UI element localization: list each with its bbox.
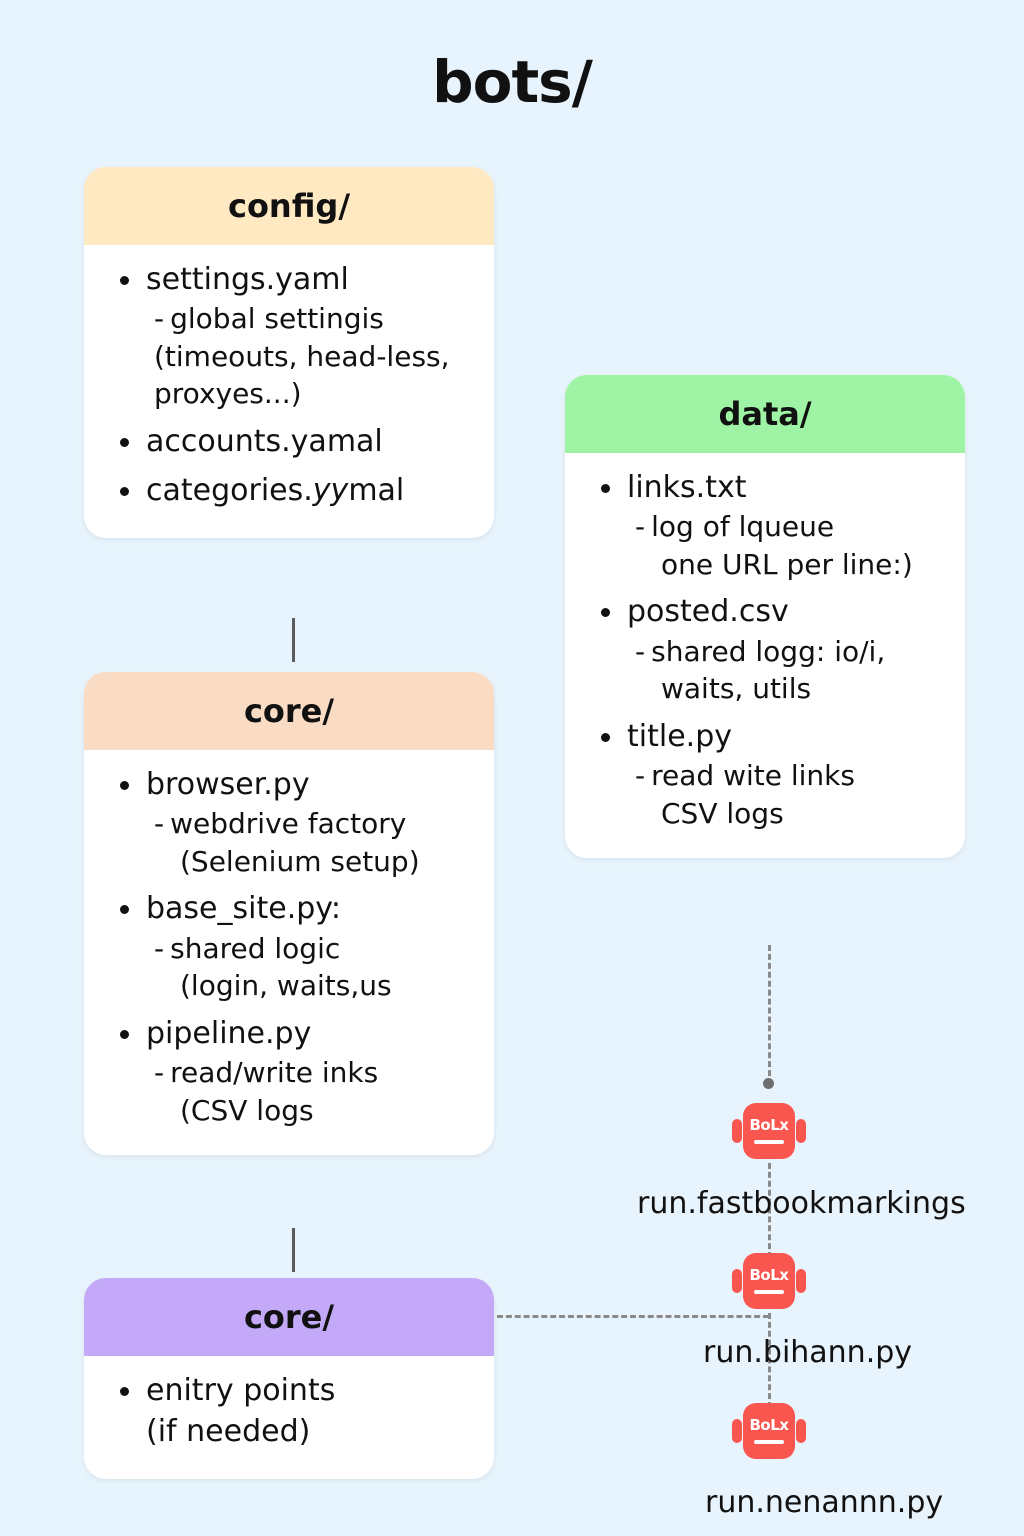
- bot-label: run.bihann.py: [703, 1335, 913, 1370]
- item-sub-text: webdrive factory: [170, 807, 407, 841]
- item-sub-cont: CSV logs: [661, 796, 784, 830]
- connector-data-bot1: [768, 945, 771, 1085]
- robot-badge: BoLx: [749, 1266, 789, 1284]
- item-sub-text: read/write inks: [170, 1056, 379, 1090]
- item-sub-dash: -: [154, 807, 165, 841]
- card-data-header: data/: [565, 375, 965, 453]
- card-config-header: config/: [84, 167, 494, 245]
- item-label: posted.csv: [627, 594, 789, 630]
- robot-ear-left: [732, 1269, 742, 1293]
- item-sub: [146, 930, 474, 1005]
- card-core: [84, 672, 494, 1155]
- card-data: [565, 375, 965, 858]
- page-title: bots/: [432, 48, 592, 116]
- card-entry-list: [104, 1370, 474, 1453]
- item-sub-cont: (login, waits,us: [180, 969, 392, 1003]
- item-sub-cont: (Selenium setup): [180, 844, 420, 878]
- connector-entry-bot2: [497, 1315, 769, 1318]
- card-data-list: [585, 467, 945, 832]
- item-sub: [627, 508, 945, 583]
- robot-icon: [732, 1103, 806, 1161]
- robot-face: [743, 1253, 795, 1309]
- list-item: [104, 259, 474, 413]
- item-sub-text: read wite links: [651, 759, 855, 793]
- robot-ear-left: [732, 1419, 742, 1443]
- robot-ear-right: [796, 1419, 806, 1443]
- list-item: [585, 716, 945, 832]
- item-label: pipeline.py: [146, 1015, 312, 1051]
- robot-mouth: [754, 1290, 784, 1294]
- item-sub-dash: -: [635, 634, 646, 668]
- card-config: [84, 167, 494, 538]
- robot-badge: BoLx: [749, 1416, 789, 1434]
- connector-core-entry: [292, 1228, 295, 1272]
- robot-mouth: [754, 1140, 784, 1144]
- list-item: [104, 764, 474, 880]
- item-sub-text: shared logic: [170, 931, 341, 965]
- item-label: accounts.yamal: [146, 423, 383, 459]
- item-label: links.txt: [627, 470, 747, 505]
- robot-badge: BoLx: [749, 1116, 789, 1134]
- card-config-list: [104, 259, 474, 512]
- item-label-italic: yy: [312, 473, 349, 509]
- item-sub: [627, 757, 945, 832]
- connector-config-core: [292, 618, 295, 662]
- robot-mouth: [754, 1440, 784, 1444]
- item-sub: [627, 633, 945, 708]
- robot-face: [743, 1103, 795, 1159]
- card-data-body: [565, 453, 965, 858]
- item-sub-text: log of lqueue: [651, 510, 835, 544]
- item-sub: [146, 300, 474, 413]
- item-sub-cont: (timeouts, head-less, proxyes...): [154, 339, 450, 411]
- robot-face: [743, 1403, 795, 1459]
- item-label: browser.py: [146, 767, 310, 802]
- robot-icon: [732, 1403, 806, 1461]
- robot-ear-right: [796, 1269, 806, 1293]
- card-core-header: core/: [84, 672, 494, 750]
- item-label: settings.yaml: [146, 262, 349, 297]
- card-entry-body: [84, 1356, 494, 1479]
- list-item: [104, 470, 474, 511]
- item-sub: [146, 1054, 474, 1129]
- bot-label: run.fastbookmarkings: [637, 1186, 966, 1221]
- item-sub-dash: -: [635, 510, 646, 544]
- item-sub-dash: -: [154, 1056, 165, 1090]
- item-label: enitry points: [146, 1373, 336, 1408]
- list-item: [104, 1370, 474, 1453]
- card-entry-header: core/: [84, 1278, 494, 1356]
- item-sub: [146, 805, 474, 880]
- list-item: [104, 1013, 474, 1129]
- list-item: [585, 467, 945, 583]
- item-sub-cont: (CSV logs: [180, 1093, 314, 1127]
- card-entry: [84, 1278, 494, 1479]
- item-label-post: mal: [348, 473, 405, 509]
- robot-ear-right: [796, 1119, 806, 1143]
- card-core-list: [104, 764, 474, 1129]
- bot-label: run.nenannn.py: [705, 1485, 944, 1520]
- item-sub-cont: one URL per line:): [661, 547, 913, 581]
- item-sub-dash: -: [154, 302, 165, 336]
- item-sub-cont: waits, utils: [661, 672, 812, 706]
- item-label-pre: categories.: [146, 473, 313, 509]
- list-item: [585, 591, 945, 707]
- robot-icon: [732, 1253, 806, 1311]
- item-label: [146, 470, 474, 511]
- robot-ear-left: [732, 1119, 742, 1143]
- card-config-body: [84, 245, 494, 538]
- card-core-body: [84, 750, 494, 1155]
- item-sub-text: global settingis: [170, 302, 384, 336]
- item-label: title.py: [627, 718, 732, 754]
- list-item: [104, 888, 474, 1004]
- item-label: base_site.py:: [146, 891, 341, 927]
- item-sub-cont: (if needed): [146, 1414, 311, 1450]
- connector-node-dot: [763, 1078, 774, 1089]
- item-sub-dash: -: [154, 931, 165, 965]
- list-item: [104, 421, 474, 462]
- item-sub-text: shared logg: io/i,: [651, 634, 886, 668]
- item-sub-dash: -: [635, 759, 646, 793]
